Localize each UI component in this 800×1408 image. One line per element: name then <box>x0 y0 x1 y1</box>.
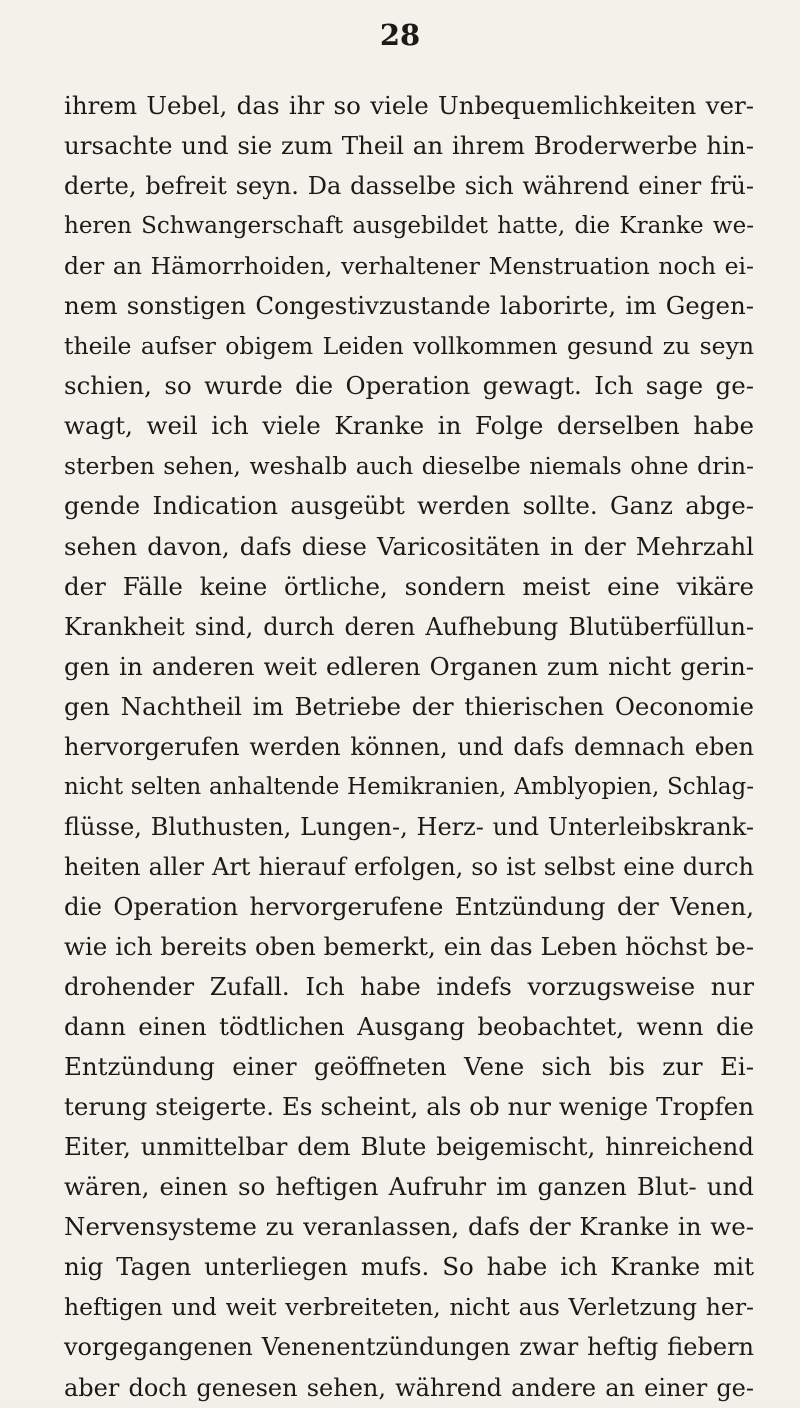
text-line: der Fälle keine örtliche, sondern meist eine vikäre <box>64 571 754 601</box>
text-line: die Operation hervorgerufene Entzündung der Venen, <box>64 891 754 921</box>
text-line: terung steigerte. Es scheint, als ob nur wenige Tropfen <box>64 1092 754 1122</box>
text-line: dann einen tödtlichen Ausgang beobachtet, wenn die <box>64 1012 754 1042</box>
text-line: Entzündung einer geöffneten Vene sich bis zur Ei- <box>64 1052 754 1082</box>
text-line: ihrem Uebel, das ihr so viele Unbequemlichkeiten ver- <box>64 91 754 120</box>
text-line: vorgegangenen Venenentzündungen zwar heftig fiebern <box>64 1333 754 1362</box>
text-line: theile aufser obigem Leiden vollkommen gesund zu seyn <box>64 332 754 361</box>
text-line: heiten aller Art hierauf erfolgen, so ist selbst eine durch <box>64 852 754 881</box>
body-text <box>64 86 754 1408</box>
text-line: Nervensysteme zu veranlassen, dafs der Kranke in we- <box>64 1212 754 1242</box>
text-line: derte, befreit seyn. Da dasselbe sich während einer frü- <box>64 172 754 201</box>
text-line: der an Hämorrhoiden, verhaltener Menstruation noch ei- <box>64 252 754 281</box>
text-line: ursachte und sie zum Theil an ihrem Broderwerbe hin- <box>64 131 754 161</box>
text-line: hervorgerufen werden können, und dafs demnach eben <box>64 732 754 761</box>
text-line: wären, einen so heftigen Aufruhr im ganzen Blut- und <box>64 1172 754 1202</box>
text-line: Krankheit sind, durch deren Aufhebung Blutüberfüllun- <box>64 612 754 641</box>
text-line: gen in anderen weit edleren Organen zum nicht gerin- <box>64 651 754 681</box>
text-line: wagt, weil ich viele Kranke in Folge derselben habe <box>64 411 754 441</box>
text-line: sehen davon, dafs diese Varicositäten in der Mehrzahl <box>64 531 754 561</box>
text-line: gen Nachtheil im Betriebe der thierischen Oeconomie <box>64 691 754 721</box>
text-line: heftigen und weit verbreiteten, nicht aus Verletzung her- <box>64 1293 754 1322</box>
text-line: drohender Zufall. Ich habe indefs vorzugsweise nur <box>64 972 754 1002</box>
text-line: aber doch genesen sehen, während andere an einer ge- <box>64 1373 754 1402</box>
text-line: sterben sehen, weshalb auch dieselbe niemals ohne drin- <box>64 452 754 481</box>
text-line: Eiter, unmittelbar dem Blute beigemischt, hinreichend <box>64 1132 754 1162</box>
text-line: nem sonstigen Congestivzustande laborirte, im Gegen- <box>64 291 754 321</box>
text-line: wie ich bereits oben bemerkt, ein das Leben höchst be- <box>64 931 754 961</box>
page-number: 28 <box>379 18 421 52</box>
text-line: nig Tagen unterliegen mufs. So habe ich Kranke mit <box>64 1252 754 1282</box>
text-line: heren Schwangerschaft ausgebildet hatte, die Kranke we- <box>64 213 754 240</box>
text-line: nicht selten anhaltende Hemikranien, Amblyopien, Schlag- <box>64 773 754 800</box>
text-line: schien, so wurde die Operation gewagt. Ich sage ge- <box>64 371 754 401</box>
text-line: gende Indication ausgeübt werden sollte. Ganz abge- <box>64 491 754 521</box>
text-line: flüsse, Bluthusten, Lungen-, Herz- und Unterleibskrank- <box>64 812 754 841</box>
